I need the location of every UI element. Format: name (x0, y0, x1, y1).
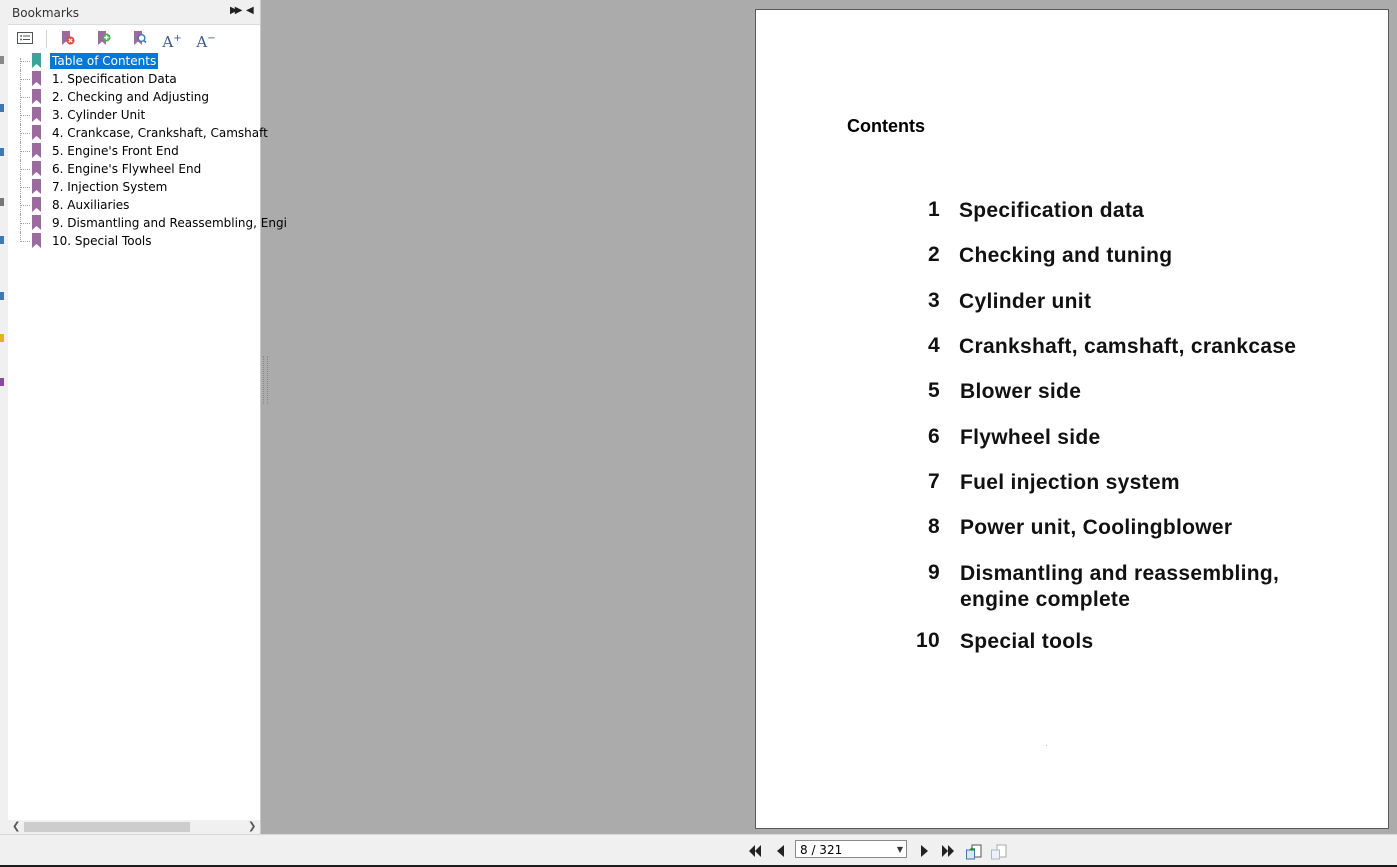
pane-tab-marker[interactable] (0, 236, 4, 244)
bookmark-special-tools[interactable] (8, 232, 260, 250)
bookmark-auxiliaries[interactable] (8, 196, 260, 214)
toc-number: 1 (928, 198, 940, 221)
pane-tab-marker[interactable] (0, 56, 4, 64)
increase-font-size-button[interactable] (162, 29, 182, 49)
tree-connector (20, 133, 30, 134)
bookmark-purple-icon (32, 161, 41, 176)
bookmark-label: 8. Auxiliaries (52, 198, 130, 212)
tree-connector (20, 205, 30, 206)
bookmark-engines-flywheel-end[interactable] (8, 160, 260, 178)
toolbar-separator (46, 30, 47, 48)
font-size-glyph: A (162, 33, 174, 51)
previous-view-button[interactable] (965, 843, 983, 859)
pane-tab-marker[interactable] (0, 148, 4, 156)
bookmark-label: 2. Checking and Adjusting (52, 90, 210, 104)
font-size-glyph: A (196, 33, 208, 51)
find-bookmark-icon[interactable] (130, 29, 150, 49)
scroll-left-arrow-icon[interactable]: ❮ (12, 821, 21, 832)
add-bookmark-icon[interactable] (94, 29, 114, 49)
pane-tab-marker[interactable] (0, 292, 4, 300)
toc-number: 7 (928, 470, 940, 493)
bookmarks-panel-header (8, 0, 260, 25)
bookmark-crankcase[interactable] (8, 124, 268, 142)
bookmarks-horizontal-scrollbar[interactable] (8, 820, 260, 834)
pane-tab-marker[interactable] (0, 104, 4, 112)
bookmark-engines-front-end[interactable] (8, 142, 260, 160)
toc-title: Specification data (959, 199, 1145, 222)
previous-view-icon (965, 843, 983, 861)
tree-connector (20, 187, 30, 188)
bookmarks-panel (8, 0, 287, 834)
bookmark-label: 9. Dismantling and Reassembling, Engi (52, 216, 287, 230)
bookmark-purple-icon (32, 107, 41, 122)
tree-connector (20, 223, 30, 224)
tree-connector (20, 58, 21, 70)
bookmark-label: 6. Engine's Flywheel End (52, 162, 202, 176)
next-page-button[interactable] (916, 843, 932, 859)
previous-page-icon (773, 843, 789, 859)
scrollbar-thumb[interactable] (24, 822, 190, 832)
toc-number: 3 (928, 289, 940, 312)
tree-connector (20, 241, 30, 242)
last-page-icon (940, 843, 956, 859)
toc-title: Dismantling and reassembling, engine complete (960, 562, 1280, 611)
pane-tab-marker[interactable] (0, 378, 4, 386)
toc-title: Power unit, Coolingblower (960, 516, 1233, 539)
bookmark-purple-icon (32, 143, 41, 158)
bookmark-cylinder-unit[interactable] (8, 106, 260, 124)
tree-connector (20, 61, 30, 62)
decrease-font-size-button[interactable] (196, 29, 216, 49)
toc-number: 2 (928, 243, 940, 266)
bookmark-purple-icon (32, 215, 41, 230)
bookmarks-toolbar (8, 26, 260, 50)
toc-number: 9 (928, 561, 940, 584)
toc-number: 4 (928, 334, 940, 357)
tree-connector (20, 115, 30, 116)
toc-number: 10 (916, 629, 940, 652)
bookmark-label: 5. Engine's Front End (52, 144, 179, 158)
page-number-value: 8 / 321 (800, 843, 843, 857)
expand-panel-icon[interactable]: ▶▶ (230, 5, 240, 16)
bookmark-purple-icon (32, 71, 41, 86)
pane-tab-marker[interactable] (0, 198, 4, 206)
tree-connector (20, 169, 30, 170)
pane-tab-marker[interactable] (0, 334, 4, 342)
page-artifact (1046, 745, 1047, 746)
bookmark-purple-icon (32, 197, 41, 212)
minus-mark: − (207, 33, 216, 44)
bookmark-options-icon[interactable] (16, 29, 36, 49)
page-navigation-bar (0, 834, 1397, 867)
tree-connector (20, 151, 30, 152)
bookmark-purple-icon (32, 125, 41, 140)
first-page-icon (747, 843, 763, 859)
toc-title: Special tools (960, 630, 1094, 653)
tree-connector (20, 79, 30, 80)
bookmark-table-of-contents[interactable] (8, 52, 260, 70)
bookmark-purple-icon (32, 233, 41, 248)
delete-bookmark-icon[interactable] (58, 29, 78, 49)
bookmark-label: Table of Contents (52, 54, 157, 68)
next-view-icon (990, 843, 1008, 861)
page-title: Contents (847, 116, 925, 136)
first-page-button[interactable] (747, 843, 763, 859)
collapse-panel-icon[interactable]: ◀ (246, 5, 254, 16)
toc-title: Crankshaft, camshaft, crankcase (959, 335, 1297, 358)
bookmark-label: 1. Specification Data (52, 72, 177, 86)
bookmark-label: 10. Special Tools (52, 234, 152, 248)
bookmark-label: 7. Injection System (52, 180, 168, 194)
bookmark-dismantling[interactable] (8, 214, 287, 232)
toc-title: Checking and tuning (959, 244, 1173, 267)
bookmark-teal-icon (32, 53, 41, 68)
bookmarks-panel-title: Bookmarks (12, 6, 80, 20)
toc-number: 6 (928, 425, 940, 448)
bookmark-injection-system[interactable] (8, 178, 260, 196)
toc-title: Cylinder unit (959, 290, 1092, 313)
bookmark-specification-data[interactable] (8, 70, 260, 88)
toc-number: 5 (928, 379, 940, 402)
toc-title: Fuel injection system (960, 471, 1180, 494)
page-number-input[interactable] (795, 840, 907, 858)
bookmark-label: 4. Crankcase, Crankshaft, Camshaft (52, 126, 268, 140)
document-page (755, 9, 1389, 829)
next-page-icon (916, 843, 932, 859)
chevron-down-icon[interactable]: ▼ (896, 845, 903, 854)
bookmark-checking-and-adjusting[interactable] (8, 88, 260, 106)
toc-number: 8 (928, 515, 940, 538)
toc-title: Blower side (960, 380, 1082, 403)
tree-connector (20, 97, 30, 98)
toc-title: Flywheel side (960, 426, 1101, 449)
bookmark-purple-icon (32, 179, 41, 194)
panel-splitter[interactable] (263, 356, 268, 404)
next-view-button[interactable] (990, 843, 1008, 859)
bookmark-purple-icon (32, 89, 41, 104)
last-page-button[interactable] (940, 843, 956, 859)
previous-page-button[interactable] (773, 843, 789, 859)
scroll-right-arrow-icon[interactable]: ❯ (248, 821, 257, 832)
bookmark-label: 3. Cylinder Unit (52, 108, 146, 122)
plus-mark: + (173, 33, 182, 44)
